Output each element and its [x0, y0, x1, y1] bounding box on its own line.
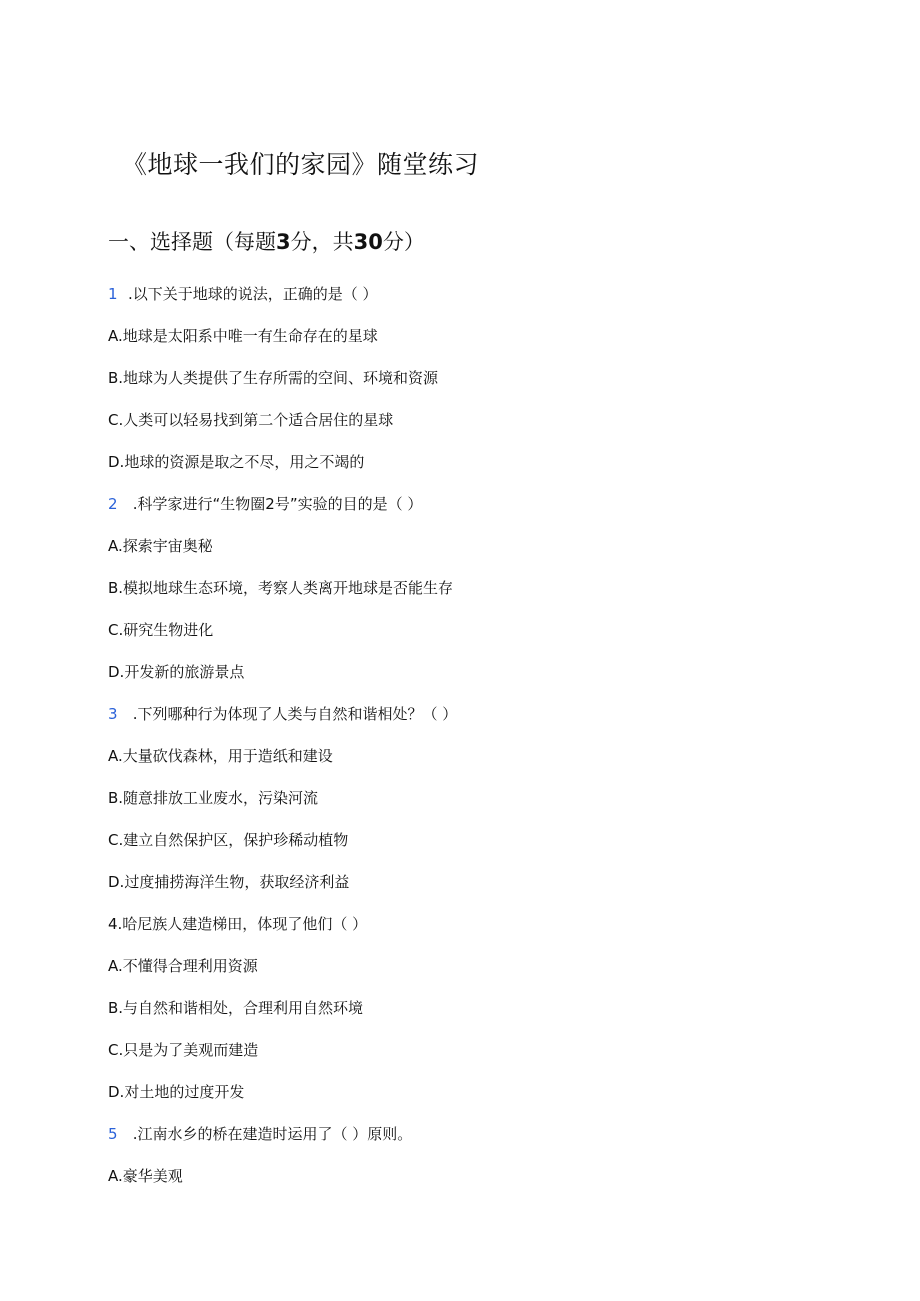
- question-3: [108, 700, 868, 742]
- option-line: B.模拟地球生态环境，考察人类离开地球是否能生存: [108, 579, 454, 597]
- option-line: C.只是为了美观而建造: [108, 1041, 259, 1059]
- option-line: D.过度捕捞海洋生物，获取经济利益: [108, 873, 350, 891]
- option-line: B.地球为人类提供了生存所需的空间、环境和资源: [108, 369, 439, 387]
- section-heading: [108, 225, 425, 259]
- question-text: .江南水乡的桥在建造时运用了（ ）原则。: [128, 1125, 413, 1143]
- section-heading-suffix: 分）: [382, 230, 425, 254]
- option-line: A.地球是太阳系中唯一有生命存在的星球: [108, 327, 378, 345]
- question-text: .以下关于地球的说法，正确的是（ ）: [128, 285, 378, 303]
- question-2: [108, 490, 868, 532]
- option-line: C.建立自然保护区，保护珍稀动植物: [108, 831, 349, 849]
- option-line: D.开发新的旅游景点: [108, 663, 245, 681]
- question-5: [108, 1120, 868, 1162]
- question-text: .科学家进行“生物圈2号”实验的目的是（ ）: [128, 495, 423, 513]
- option-line: A.不懂得合理利用资源: [108, 957, 258, 975]
- question-4: 4.哈尼族人建造梯田，体现了他们（ ）: [108, 915, 368, 933]
- option-line: A.探索宇宙奥秘: [108, 537, 213, 555]
- question-number: 2: [108, 495, 118, 513]
- option-line: A.大量砍伐森林，用于造纸和建设: [108, 747, 333, 765]
- question-number: 1: [108, 285, 118, 303]
- section-heading-middle: 分，共: [290, 230, 354, 254]
- document-title: 《地球一我们的家园》随堂练习: [122, 150, 480, 179]
- option-line: D.对土地的过度开发: [108, 1083, 245, 1101]
- section-total-points: 30: [353, 230, 383, 254]
- option-line: B.与自然和谐相处，合理利用自然环境: [108, 999, 364, 1017]
- question-1: [108, 280, 868, 322]
- option-line: D.地球的资源是取之不尽，用之不竭的: [108, 453, 365, 471]
- option-line: B.随意排放工业废水，污染河流: [108, 789, 319, 807]
- option-line: A.豪华美观: [108, 1167, 183, 1185]
- section-heading-prefix: 一、选择题（每题: [108, 230, 276, 254]
- section-points-per-question: 3: [276, 230, 291, 254]
- question-number: 5: [108, 1125, 118, 1143]
- option-line: C.研究生物进化: [108, 621, 214, 639]
- question-number: 3: [108, 705, 118, 723]
- option-line: C.人类可以轻易找到第二个适合居住的星球: [108, 411, 394, 429]
- question-list: [108, 280, 868, 1204]
- question-text: .下列哪种行为体现了人类与自然和谐相处？（ ）: [128, 705, 458, 723]
